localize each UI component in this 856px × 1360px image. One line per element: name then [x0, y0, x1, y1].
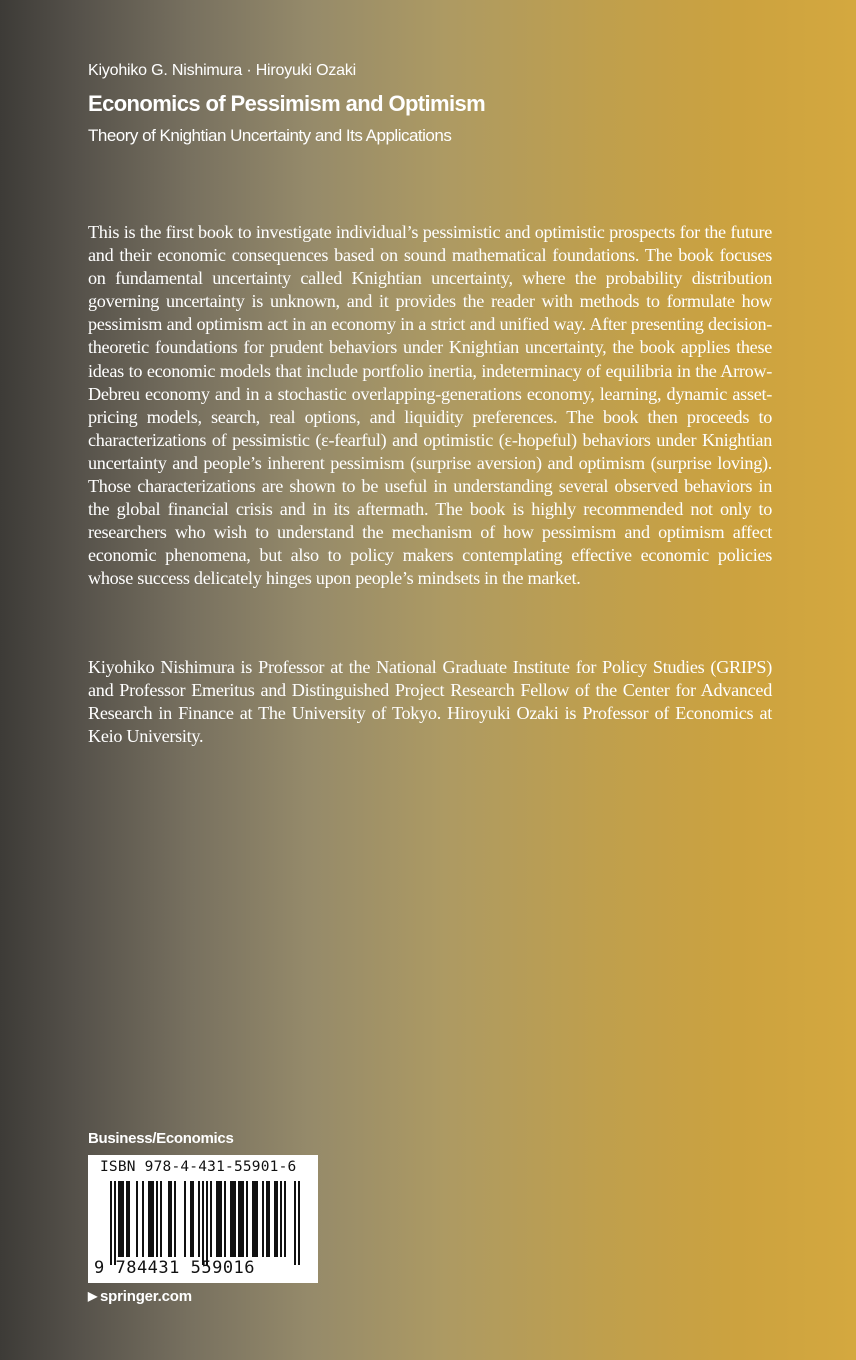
barcode-bar	[252, 1181, 254, 1257]
subject-category: Business/Economics	[88, 1130, 234, 1147]
barcode-bar	[118, 1181, 120, 1257]
barcode-bar	[210, 1181, 212, 1257]
barcode-bar	[142, 1181, 144, 1257]
barcode-bar	[224, 1181, 226, 1257]
barcode-bar	[120, 1181, 122, 1257]
barcode-bar	[240, 1181, 242, 1257]
description-paragraph: This is the first book to investigate individual’s pessimistic and optimistic prospects for the future and their economic consequences based on sound mathematical foundations. The book focuses on fundamental uncertainty called Knightian uncertainty, where the probability distribution governing uncertainty is unknown, and it provides the reader with methods to formulate how pessimism and optimism act in an economy in a strict and unified way. After presenting decision-theoretic foundations for prudent behaviors under Knightian uncertainty, the book applies these ideas to economic models that include portfolio inertia, indeterminacy of equilibria in the Arrow-Debreu economy and in a stochastic overlapping-generations economy, learning, dynamic asset-pricing models, search, real options, and liquidity preferences. The book then proceeds to characterizations of pessimistic (ε-fearful) and optimistic (ε-hopeful) behaviors under Knightian uncertainty and people’s inherent pessimism (surprise aversion) and optimism (surprise loving). Those characterizations are shown to be useful in understanding several observed behaviors in the global financial crisis and in its aftermath. The book is highly recommended not only to researchers who wish to understand the mechanism of how pessimism and optimism affect economic phenomena, but also to policy makers contemplating effective economic policies whose success delicately hinges upon people’s mindsets in the market.	[88, 222, 772, 589]
barcode-bar	[136, 1181, 138, 1257]
barcode-bar	[256, 1181, 258, 1257]
isbn-label: ISBN 978-4-431-55901-6	[100, 1159, 297, 1175]
barcode-bar	[262, 1181, 264, 1257]
barcode-bar	[156, 1181, 158, 1257]
author-bio: Kiyohiko Nishimura is Professor at the National Graduate Institute for Policy Studies (GRIPS) and Professor Emeritus and Distinguished Project Research Fellow of the Center for Advanced Research in Finance at The University of Tokyo. Hiroyuki Ozaki is Professor of Economics at Keio University.	[88, 657, 772, 747]
barcode-bar	[198, 1181, 200, 1257]
barcode-bar	[190, 1181, 192, 1257]
book-title: Economics of Pessimism and Optimism	[88, 91, 486, 116]
barcode-bar	[268, 1181, 270, 1257]
barcode-bar	[152, 1181, 154, 1257]
barcode-bar	[110, 1181, 112, 1265]
barcode-bar	[160, 1181, 162, 1257]
barcode-digits: 9 784431 559016	[94, 1258, 256, 1278]
barcode-bar	[238, 1181, 240, 1257]
barcode-bar	[274, 1181, 276, 1257]
barcode-bar	[276, 1181, 278, 1257]
book-description	[88, 221, 772, 591]
barcode-bar	[202, 1181, 204, 1265]
barcode-bar	[174, 1181, 176, 1257]
barcode-bar	[170, 1181, 172, 1257]
barcode-bar	[254, 1181, 256, 1257]
barcode-bar	[220, 1181, 222, 1257]
barcode-bar	[126, 1181, 128, 1257]
authors: Kiyohiko G. Nishimura · Hiroyuki Ozaki	[88, 62, 357, 79]
barcode-bar	[284, 1181, 286, 1257]
barcode-bar	[218, 1181, 220, 1257]
barcode-bar	[192, 1181, 194, 1257]
barcode-bar	[168, 1181, 170, 1257]
barcode-bar	[266, 1181, 268, 1257]
barcode-bar	[230, 1181, 232, 1257]
isbn-barcode	[88, 1155, 318, 1283]
barcode-bar	[114, 1181, 116, 1265]
barcode-bar	[232, 1181, 234, 1257]
triangle-right-icon: ▶	[88, 1289, 98, 1303]
barcode-bar	[148, 1181, 150, 1257]
barcode-bar	[242, 1181, 244, 1257]
barcode-bar	[206, 1181, 208, 1265]
book-subtitle: Theory of Knightian Uncertainty and Its Applications	[88, 126, 452, 145]
barcode-bar	[280, 1181, 282, 1257]
barcode-bar	[216, 1181, 218, 1257]
barcode-bar	[246, 1181, 248, 1257]
barcode-bar	[184, 1181, 186, 1257]
barcode-bar	[298, 1181, 300, 1265]
barcode-bar	[128, 1181, 130, 1257]
barcode-bar	[234, 1181, 236, 1257]
website-label: springer.com	[100, 1288, 192, 1305]
publisher-website[interactable]	[88, 1288, 192, 1305]
barcode-bar	[122, 1181, 124, 1257]
barcode-bar	[150, 1181, 152, 1257]
barcode-bar	[294, 1181, 296, 1265]
